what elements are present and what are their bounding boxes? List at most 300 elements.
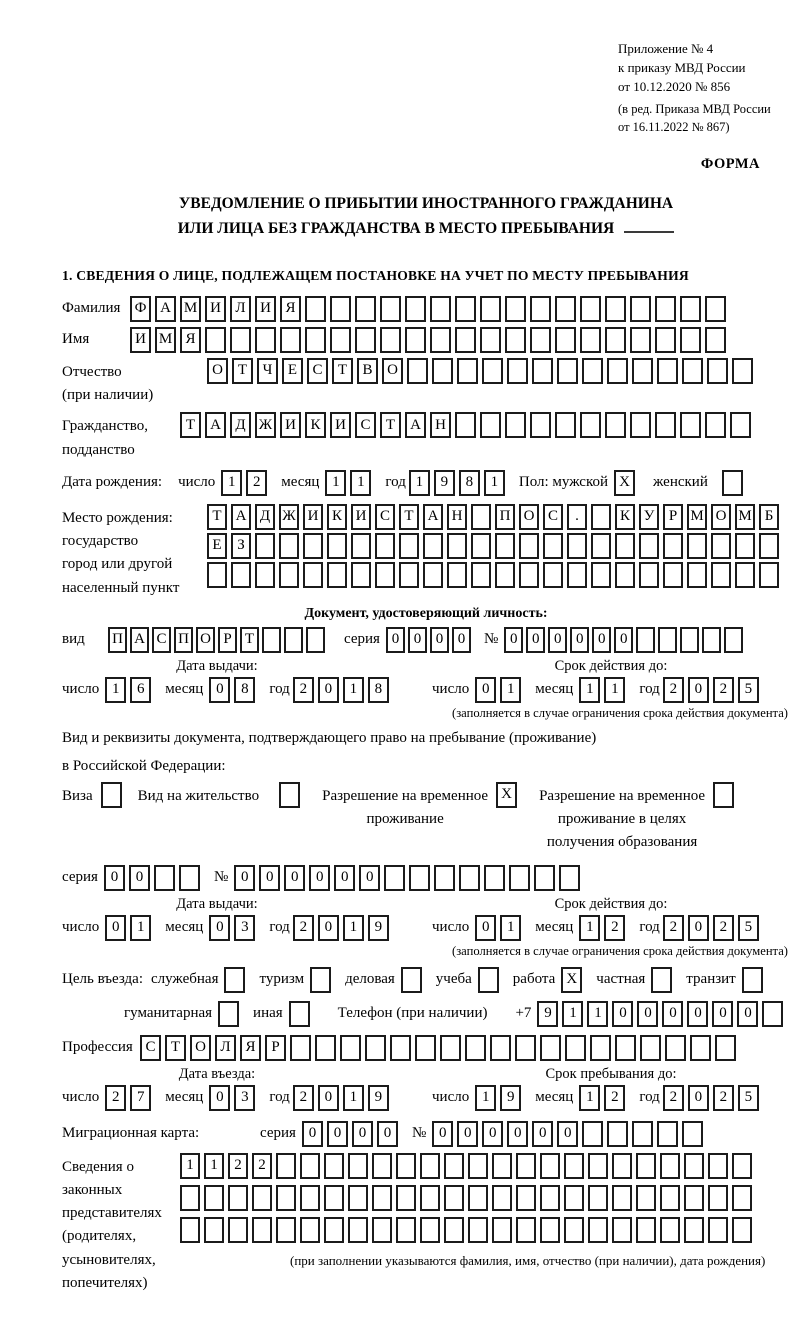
char-cell: О [196, 627, 215, 653]
revision-line: (в ред. Приказа МВД России [618, 101, 771, 116]
title-line-2: ИЛИ ЛИЦА БЕЗ ГРАЖДАНСТВА В МЕСТО ПРЕБЫВАНИЯ [62, 216, 790, 242]
char-cell [224, 967, 245, 993]
char-cell [434, 865, 455, 891]
char-cell [420, 1153, 440, 1179]
right-doc-line1: Вид и реквизиты документа, подтверждающего право на пребывание (проживание) [62, 729, 597, 746]
char-cell [665, 1035, 686, 1061]
char-cell [372, 1153, 392, 1179]
char-cell: 5 [738, 677, 759, 703]
char-cell: 1 [221, 470, 242, 496]
mig-series-label: серия [260, 1124, 296, 1141]
title-line-1: УВЕДОМЛЕНИЕ О ПРИБЫТИИ ИНОСТРАННОГО ГРАЖДАНИНА [178, 194, 674, 212]
char-cell [399, 562, 419, 588]
char-cell [530, 296, 551, 322]
char-cell [607, 1121, 628, 1147]
char-cell [555, 296, 576, 322]
char-cell [459, 865, 480, 891]
char-cell: В [357, 358, 378, 384]
permit-dates [62, 896, 790, 959]
char-cell: И [280, 412, 301, 438]
char-cell: Т [180, 412, 201, 438]
birth-place-cells [207, 504, 783, 588]
appendix-line: к приказу МВД России [618, 59, 746, 75]
char-cell [591, 533, 611, 559]
residence-permit-label: Вид на жительство [137, 787, 260, 804]
month-label: месяц [165, 680, 204, 697]
char-cell: 0 [612, 1001, 633, 1027]
char-cell [231, 562, 251, 588]
char-cell: 9 [368, 1085, 389, 1111]
permit-valid-day-cells [475, 915, 525, 941]
char-cell [540, 1153, 560, 1179]
validity-note: (заполняется в случае ограничения срока действия документа) [452, 705, 788, 720]
char-cell [759, 562, 779, 588]
char-cell: 9 [434, 470, 455, 496]
permit-valid-date [432, 915, 790, 941]
char-cell [632, 1121, 653, 1147]
birth-place-row [62, 504, 790, 600]
doc-issue-col [62, 658, 432, 721]
char-cell: 0 [408, 627, 427, 653]
temp-residence-option [322, 782, 521, 832]
char-cell [711, 562, 731, 588]
permit-valid-month-cells [579, 915, 629, 941]
tourism-checkbox [310, 967, 335, 993]
char-cell [715, 1035, 736, 1061]
char-cell [530, 412, 551, 438]
char-cell [279, 782, 300, 808]
char-cell [705, 296, 726, 322]
char-cell [580, 412, 601, 438]
char-cell [630, 412, 651, 438]
char-cell: 0 [309, 865, 330, 891]
char-cell [615, 1035, 636, 1061]
char-cell: Т [207, 504, 227, 530]
char-cell [303, 533, 323, 559]
char-cell: 0 [209, 677, 230, 703]
char-cell [505, 412, 526, 438]
char-cell [303, 562, 323, 588]
entry-year-cells [293, 1085, 393, 1111]
char-cell: 0 [570, 627, 589, 653]
char-cell [384, 865, 405, 891]
permit-issue-date [62, 915, 432, 941]
char-cell: 0 [712, 1001, 733, 1027]
char-cell: 1 [587, 1001, 608, 1027]
surname-cells [130, 296, 730, 322]
char-cell [605, 327, 626, 353]
char-cell [480, 296, 501, 322]
char-cell [636, 1153, 656, 1179]
entry-date-heading: Дата въезда: [178, 1065, 256, 1082]
char-cell [205, 327, 226, 353]
char-cell [409, 865, 430, 891]
char-cell: 0 [359, 865, 380, 891]
char-cell [348, 1153, 368, 1179]
char-cell: Я [280, 296, 301, 322]
right-doc-options [62, 782, 790, 855]
char-cell [687, 533, 707, 559]
char-cell: 0 [457, 1121, 478, 1147]
char-cell [605, 412, 626, 438]
char-cell [423, 533, 443, 559]
char-cell [582, 1121, 603, 1147]
business-label: деловая [345, 970, 395, 987]
char-cell: 1 [500, 915, 521, 941]
char-cell [375, 533, 395, 559]
char-cell [732, 1153, 752, 1179]
appendix-line: Приложение № 4 [618, 41, 714, 56]
doc-number-label: № [483, 630, 499, 647]
char-cell [509, 865, 530, 891]
char-cell [355, 296, 376, 322]
char-cell: Ч [257, 358, 278, 384]
char-cell [590, 1035, 611, 1061]
temp-edu-option [539, 782, 738, 855]
char-cell [684, 1217, 704, 1243]
private-label: частная [596, 970, 646, 987]
year-label: год [385, 473, 406, 490]
char-cell [230, 327, 251, 353]
char-cell [565, 1035, 586, 1061]
char-cell: 0 [209, 915, 230, 941]
legal-reps-line2 [180, 1185, 765, 1211]
legal-reps-label: Сведения о законных представителях (родителях, усыновителях, попечителях) [62, 1158, 162, 1291]
char-cell [492, 1217, 512, 1243]
char-cell [420, 1217, 440, 1243]
phone-prefix: +7 [515, 1004, 532, 1021]
char-cell [615, 533, 635, 559]
temp-residence-checkbox [496, 782, 521, 808]
char-cell [684, 1153, 704, 1179]
char-cell [680, 412, 701, 438]
char-cell [705, 412, 726, 438]
char-cell: А [130, 627, 149, 653]
char-cell [492, 1185, 512, 1211]
tourism-label: туризм [259, 970, 305, 987]
sex-male-label: Пол: мужской [518, 473, 609, 490]
month-label: месяц [165, 1088, 204, 1105]
char-cell: А [423, 504, 443, 530]
char-cell: 1 [325, 470, 346, 496]
char-cell [588, 1153, 608, 1179]
char-cell: 0 [482, 1121, 503, 1147]
char-cell: 1 [579, 677, 600, 703]
char-cell [355, 327, 376, 353]
appendix-block [618, 40, 790, 97]
char-cell [305, 327, 326, 353]
char-cell [555, 412, 576, 438]
year-label: год [269, 918, 290, 935]
identity-doc-row [62, 627, 790, 653]
char-cell: 1 [343, 915, 364, 941]
char-cell [365, 1035, 386, 1061]
valid-until-heading: Срок действия до: [554, 895, 668, 912]
char-cell: 2 [663, 1085, 684, 1111]
char-cell [519, 562, 539, 588]
char-cell [564, 1185, 584, 1211]
char-cell: 3 [234, 915, 255, 941]
char-cell: 0 [475, 677, 496, 703]
identity-doc-heading: Документ, удостоверяющий личность: [304, 605, 548, 621]
char-cell: 8 [459, 470, 480, 496]
char-cell [495, 562, 515, 588]
char-cell: Л [215, 1035, 236, 1061]
permit-issue-month-cells [209, 915, 259, 941]
char-cell [284, 627, 303, 653]
char-cell: 0 [318, 677, 339, 703]
char-cell [591, 504, 611, 530]
char-cell: А [205, 412, 226, 438]
char-cell [380, 296, 401, 322]
char-cell: X [614, 470, 635, 496]
legal-reps-line1 [180, 1153, 765, 1179]
char-cell: Т [240, 627, 259, 653]
char-cell [484, 865, 505, 891]
permit-issue-col [62, 896, 432, 959]
char-cell [713, 782, 734, 808]
char-cell: 0 [377, 1121, 398, 1147]
blank-underline [624, 231, 674, 233]
char-cell: 9 [537, 1001, 558, 1027]
char-cell: 0 [302, 1121, 323, 1147]
char-cell [534, 865, 555, 891]
char-cell: 1 [130, 915, 151, 941]
char-cell [680, 627, 699, 653]
purpose-row-2 [124, 1001, 790, 1027]
char-cell [279, 533, 299, 559]
char-cell: 0 [334, 865, 355, 891]
char-cell: 0 [592, 627, 611, 653]
citizenship-label: Гражданство, подданство [62, 418, 149, 458]
char-cell: X [496, 782, 517, 808]
doc-number-cells [504, 627, 746, 653]
char-cell [432, 358, 453, 384]
char-cell [218, 1001, 239, 1027]
doc-valid-col [432, 658, 790, 721]
char-cell [324, 1217, 344, 1243]
birth-month-cells [325, 470, 375, 496]
char-cell [591, 562, 611, 588]
char-cell [655, 412, 676, 438]
char-cell: 0 [507, 1121, 528, 1147]
patronymic-cells [207, 358, 757, 384]
birth-date-row [62, 470, 790, 496]
char-cell [399, 533, 419, 559]
char-cell: Р [218, 627, 237, 653]
char-cell [540, 1035, 561, 1061]
char-cell [742, 967, 763, 993]
char-cell [327, 533, 347, 559]
phone-cells [537, 1001, 787, 1027]
char-cell [455, 327, 476, 353]
stay-until-heading: Срок пребывания до: [545, 1065, 677, 1082]
char-cell: 5 [738, 915, 759, 941]
surname-row [62, 296, 790, 322]
char-cell: 0 [327, 1121, 348, 1147]
char-cell: 1 [604, 677, 625, 703]
char-cell [490, 1035, 511, 1061]
legal-reps-row [62, 1153, 790, 1296]
profession-label: Профессия [62, 1038, 133, 1055]
char-cell: 0 [688, 915, 709, 941]
stay-until-date [432, 1085, 790, 1111]
char-cell [607, 358, 628, 384]
char-cell: 8 [368, 677, 389, 703]
char-cell [351, 562, 371, 588]
doc-issue-day-cells [105, 677, 155, 703]
other-label: иная [253, 1004, 283, 1021]
birth-place-line2 [207, 533, 783, 559]
char-cell [468, 1217, 488, 1243]
appendix-line: от 10.12.2020 № 856 [618, 78, 731, 94]
char-cell [680, 296, 701, 322]
char-cell: И [351, 504, 371, 530]
entry-date [62, 1085, 432, 1111]
char-cell [276, 1185, 296, 1211]
char-cell [636, 1185, 656, 1211]
char-cell [480, 412, 501, 438]
stay-month-cells [579, 1085, 629, 1111]
permit-issue-year-cells [293, 915, 393, 941]
char-cell [255, 533, 275, 559]
patronymic-row [62, 358, 790, 408]
char-cell: 0 [105, 915, 126, 941]
char-cell [252, 1185, 272, 1211]
char-cell: 2 [246, 470, 267, 496]
char-cell [351, 533, 371, 559]
char-cell: 3 [234, 1085, 255, 1111]
char-cell [657, 358, 678, 384]
char-cell [582, 358, 603, 384]
char-cell [279, 562, 299, 588]
right-doc-line2: в Российской Федерации: [62, 758, 226, 775]
char-cell [543, 562, 563, 588]
char-cell [465, 1035, 486, 1061]
char-cell: 1 [484, 470, 505, 496]
doc-valid-month-cells [579, 677, 629, 703]
temp-edu-label: Разрешение на временное проживание в целях получения образования [539, 787, 706, 851]
char-cell [732, 1217, 752, 1243]
revision-line: от 16.11.2022 № 867) [618, 119, 730, 134]
entry-month-cells [209, 1085, 259, 1111]
char-cell [180, 1217, 200, 1243]
day-label: число [432, 918, 470, 935]
char-cell [324, 1153, 344, 1179]
birth-place-line3 [207, 562, 783, 588]
profession-cells [140, 1035, 740, 1061]
char-cell: 0 [526, 627, 545, 653]
study-checkbox [478, 967, 503, 993]
char-cell: 0 [548, 627, 567, 653]
doc-kind-cells [108, 627, 328, 653]
char-cell [204, 1185, 224, 1211]
char-cell [759, 533, 779, 559]
char-cell: 0 [386, 627, 405, 653]
char-cell: С [307, 358, 328, 384]
day-label: число [432, 680, 470, 697]
char-cell: К [305, 412, 326, 438]
visa-label: Виза [62, 787, 93, 804]
char-cell [557, 358, 578, 384]
char-cell: 2 [604, 915, 625, 941]
char-cell [457, 358, 478, 384]
char-cell [348, 1217, 368, 1243]
char-cell: Т [380, 412, 401, 438]
migration-card-row [62, 1121, 790, 1147]
char-cell [101, 782, 122, 808]
char-cell: Ж [255, 412, 276, 438]
char-cell [327, 562, 347, 588]
char-cell [567, 533, 587, 559]
birth-date-label: Дата рождения: [62, 473, 163, 490]
char-cell [375, 562, 395, 588]
char-cell: 5 [738, 1085, 759, 1111]
validity-note: (заполняется в случае ограничения срока действия документа) [452, 943, 788, 958]
char-cell: С [140, 1035, 161, 1061]
char-cell [730, 412, 751, 438]
char-cell: И [330, 412, 351, 438]
char-cell [444, 1153, 464, 1179]
issue-date-heading: Дата выдачи: [176, 895, 258, 912]
char-cell [516, 1153, 536, 1179]
document-title [62, 191, 790, 242]
char-cell: О [711, 504, 731, 530]
char-cell [207, 562, 227, 588]
char-cell [682, 1121, 703, 1147]
char-cell [680, 327, 701, 353]
char-cell: И [130, 327, 151, 353]
char-cell [507, 358, 528, 384]
char-cell: К [615, 504, 635, 530]
char-cell: . [567, 504, 587, 530]
char-cell: 0 [737, 1001, 758, 1027]
char-cell: 0 [104, 865, 125, 891]
char-cell [660, 1217, 680, 1243]
char-cell [396, 1153, 416, 1179]
private-checkbox [651, 967, 676, 993]
given-name-cells [130, 327, 730, 353]
char-cell [447, 562, 467, 588]
month-label: месяц [535, 918, 574, 935]
char-cell: П [174, 627, 193, 653]
char-cell [390, 1035, 411, 1061]
char-cell [735, 562, 755, 588]
char-cell [204, 1217, 224, 1243]
char-cell [530, 327, 551, 353]
legal-reps-cells [180, 1153, 765, 1269]
sex-female-label: женский [653, 473, 708, 490]
char-cell: Н [447, 504, 467, 530]
char-cell [580, 327, 601, 353]
char-cell: С [355, 412, 376, 438]
char-cell [639, 533, 659, 559]
char-cell: 1 [343, 1085, 364, 1111]
stay-until-col [432, 1066, 790, 1111]
char-cell: М [155, 327, 176, 353]
char-cell [405, 296, 426, 322]
char-cell [555, 327, 576, 353]
char-cell [564, 1217, 584, 1243]
sex-female-checkbox [722, 470, 747, 496]
char-cell [655, 296, 676, 322]
day-label: число [62, 1088, 100, 1105]
doc-series-label: серия [344, 630, 380, 647]
char-cell [468, 1153, 488, 1179]
char-cell: 1 [343, 677, 364, 703]
char-cell [492, 1153, 512, 1179]
visa-option [62, 782, 126, 808]
